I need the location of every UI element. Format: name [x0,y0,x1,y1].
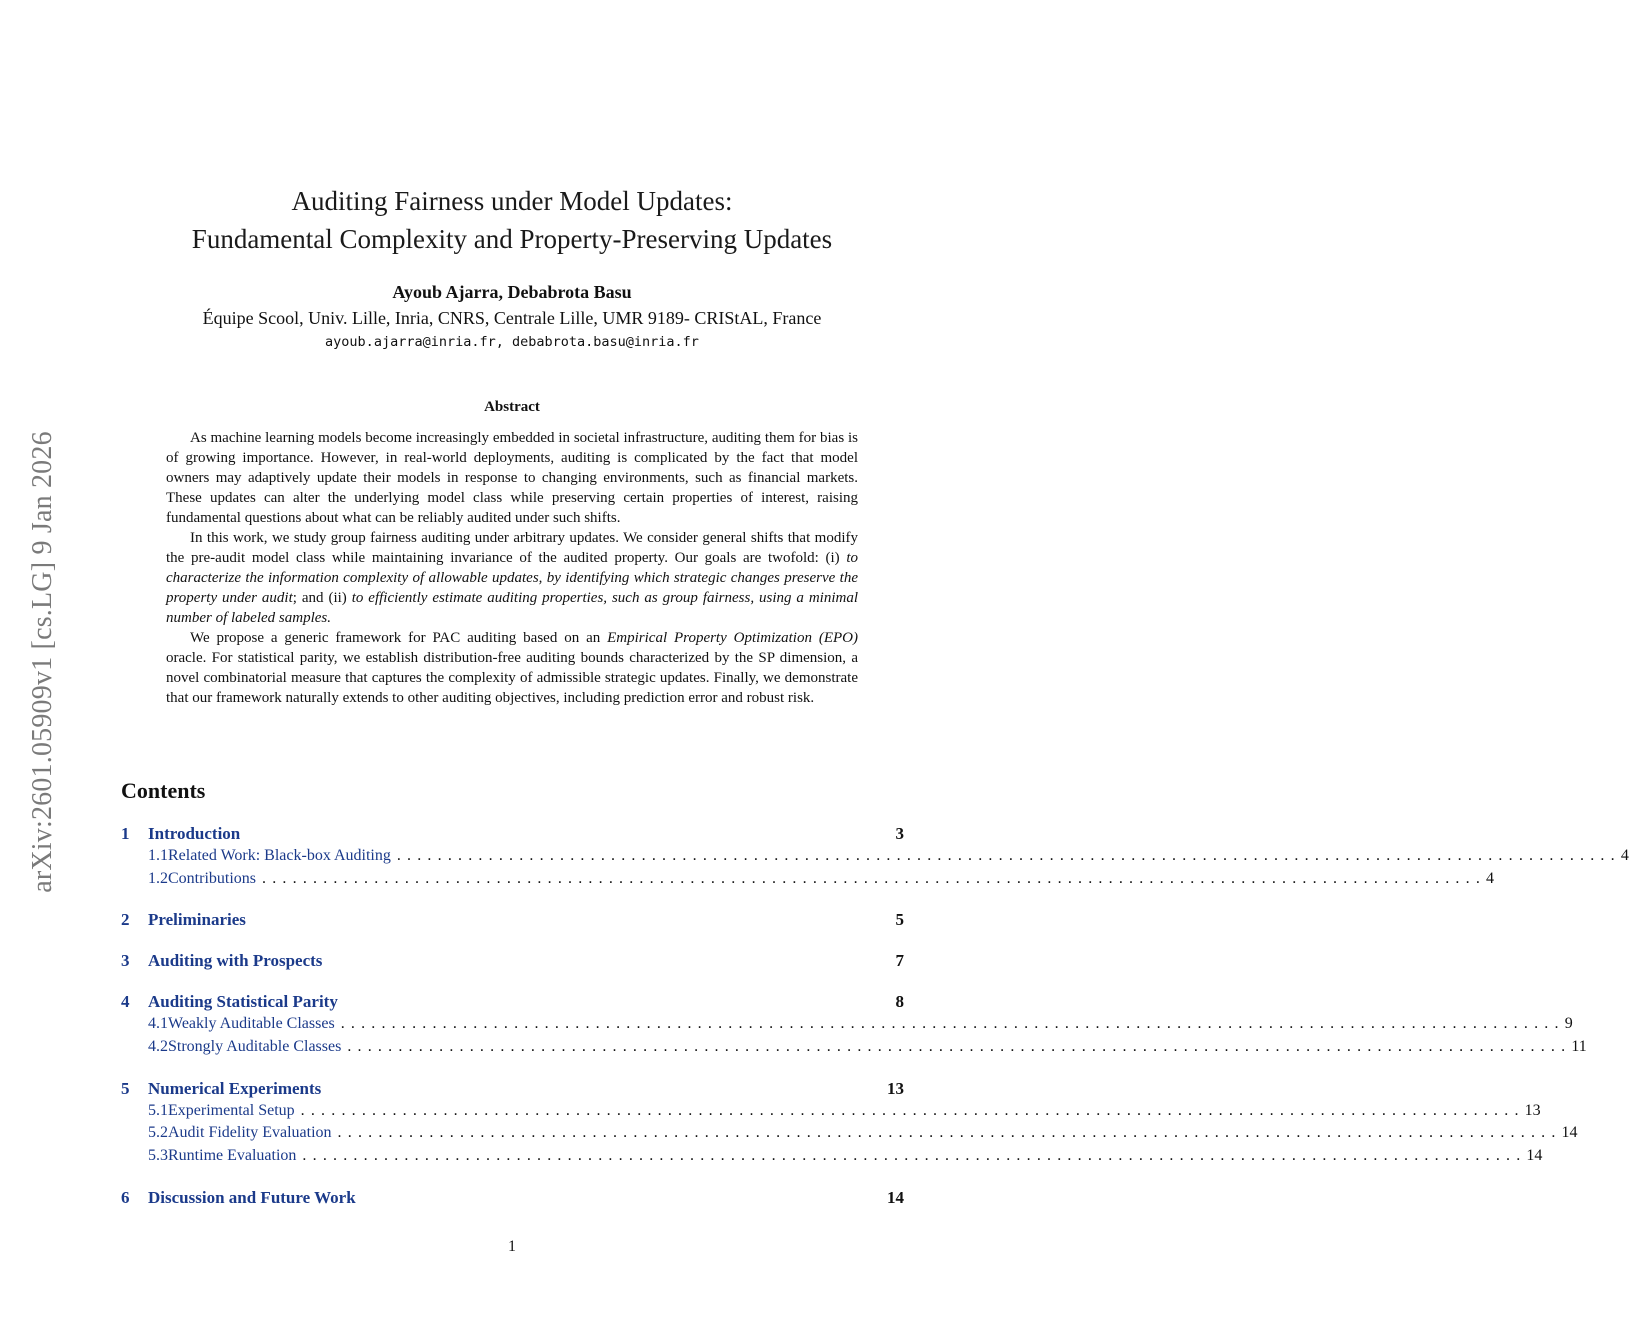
toc-subsection-number: 1.1 [148,847,168,864]
email-link-1[interactable]: ayoub.ajarra@inria.fr [325,334,496,350]
toc-section-number: 2 [121,910,130,930]
abstract-text: ; and (ii) [292,590,352,606]
toc-section-page: 14 [887,1187,904,1207]
abstract-text: In this work, we study group fairness auditing under arbitrary updates. We consider general shifts that modify the pre-audit model class while maintaining invariance of the audited property. Our goals are twofold: (i) [166,530,858,566]
toc-section-page: 3 [895,824,904,843]
arxiv-identifier-stamp: arXiv:2601.05909v1 [cs.LG] 9 Jan 2026 [27,431,58,893]
toc-subsection-page: 14 [1526,1147,1543,1165]
toc-subsection-page: 4 [1620,847,1629,864]
toc-section-page: 7 [895,951,904,971]
table-of-contents [121,824,1629,1211]
toc-leader-dots: ........................................................................................................................ [337,1124,1562,1142]
toc-section-number: 5 [121,1078,130,1098]
toc-subsection-title[interactable]: Experimental Setup [168,1101,295,1119]
toc-subsection-page: 13 [1524,1101,1541,1119]
toc-subsection-page: 4 [1486,869,1495,887]
authors: Ayoub Ajarra, Debabrota Basu [392,282,632,302]
paper-title-line-1: Auditing Fairness under Model Updates: [291,186,733,216]
toc-subsection-page: 9 [1564,1015,1573,1033]
toc-subsection-title[interactable]: Strongly Auditable Classes [168,1038,342,1056]
abstract-text: We propose a generic framework for PAC auditing based on an [190,630,608,646]
toc-subsection-number: 4.1 [148,1015,168,1033]
toc-section-entry[interactable] [121,992,904,1015]
toc-section-title[interactable]: Introduction [148,824,241,843]
toc-section-number: 3 [121,951,130,971]
toc-section-entry[interactable] [121,824,904,847]
toc-section-title[interactable]: Numerical Experiments [148,1078,322,1098]
abstract-text: oracle. For statistical parity, we establish distribution-free auditing bounds characterized by the SP dimension, a novel combinatorial measure that captures the complexity of admissible strategic updates. Finally, we demonstrate that our framework naturally extends to other auditing objectives, including prediction error and robust risk. [166,650,858,706]
toc-leader-dots: ........................................................................................................................ [340,1015,1565,1033]
toc-subsection-title[interactable]: Related Work: Black-box Auditing [168,847,391,864]
toc-subsection-entry[interactable] [121,1015,1573,1038]
contents-heading: Contents [121,778,206,803]
toc-subsection-entry[interactable] [121,847,1629,870]
toc-subsection-title[interactable]: Runtime Evaluation [168,1147,297,1165]
toc-section-title[interactable]: Auditing Statistical Parity [148,992,338,1012]
toc-subsection-number: 1.2 [148,869,168,887]
toc-section-entry[interactable] [121,1079,904,1102]
affiliation: Équipe Scool, Univ. Lille, Inria, CNRS, Centrale Lille, UMR 9189- CRIStAL, France [202,308,822,328]
toc-subsection-page: 11 [1571,1038,1587,1056]
toc-section-title[interactable]: Auditing with Prospects [148,951,323,971]
abstract-emphasis: to efficiently estimate auditing properties, such as group fairness, using a minimal number of labeled samples. [166,590,859,626]
toc-subsection-page: 14 [1561,1124,1578,1142]
abstract-paragraph-2 [166,528,858,628]
abstract-body [166,428,858,708]
abstract-paragraph-1: As machine learning models become increasingly embedded in societal infrastructure, auditing them for bias is of growing importance. However, in real-world deployments, auditing is complicated by the fact that model owners may adaptively update their models in response to changing environments, such as financial markets. These updates can alter the underlying model class while preserving certain properties of interest, raising fundamental questions about what can be reliably audited under such shifts. [166,430,858,526]
toc-subsection-number: 4.2 [148,1038,168,1056]
abstract-heading: Abstract [484,399,540,415]
toc-leader-dots: ........................................................................................................................ [300,1101,1525,1119]
toc-section-page: 13 [887,1078,904,1098]
toc-subsection-title[interactable]: Weakly Auditable Classes [168,1015,335,1033]
abstract-emphasis: Empirical Property Optimization (EPO) [607,630,859,646]
toc-leader-dots: ........................................................................................................................ [262,869,1487,887]
toc-section-number: 6 [121,1187,130,1207]
toc-section-entry[interactable] [121,1188,904,1211]
email-link-2[interactable]: debabrota.basu@inria.fr [512,334,699,350]
toc-subsection-title[interactable]: Audit Fidelity Evaluation [168,1124,332,1142]
toc-leader-dots: ........................................................................................................................ [302,1147,1527,1165]
toc-section-entry[interactable] [121,951,904,974]
toc-subsection-title[interactable]: Contributions [168,869,257,887]
toc-leader-dots: ........................................................................................................................ [396,847,1621,864]
toc-subsection-entry[interactable] [121,1038,1587,1061]
toc-subsection-entry[interactable] [121,1147,1543,1170]
paper-title-line-2: Fundamental Complexity and Property-Preserving Updates [191,224,833,254]
toc-section-title[interactable]: Preliminaries [148,910,246,930]
page-number: 1 [508,1238,516,1255]
abstract-paragraph-3 [166,628,858,708]
email-separator: , [495,334,512,350]
toc-subsection-entry[interactable] [121,1124,1578,1147]
abstract-emphasis: to characterize the information complexity of allowable updates, by identifying which strategic changes preserve the property under audit [166,550,858,606]
toc-subsection-number: 5.2 [148,1124,168,1142]
toc-subsection-number: 5.1 [148,1101,168,1119]
toc-subsection-entry[interactable] [121,1101,1541,1125]
toc-section-page: 5 [895,910,904,930]
toc-subsection-number: 5.3 [148,1147,168,1165]
toc-leader-dots: ........................................................................................................................ [347,1038,1572,1056]
toc-section-page: 8 [895,992,904,1012]
author-emails [0,334,1024,350]
toc-section-title[interactable]: Discussion and Future Work [148,1187,356,1207]
toc-section-number: 4 [121,992,130,1012]
toc-section-number: 1 [121,824,130,843]
toc-subsection-entry[interactable] [121,869,1495,893]
toc-section-entry[interactable] [121,910,904,933]
